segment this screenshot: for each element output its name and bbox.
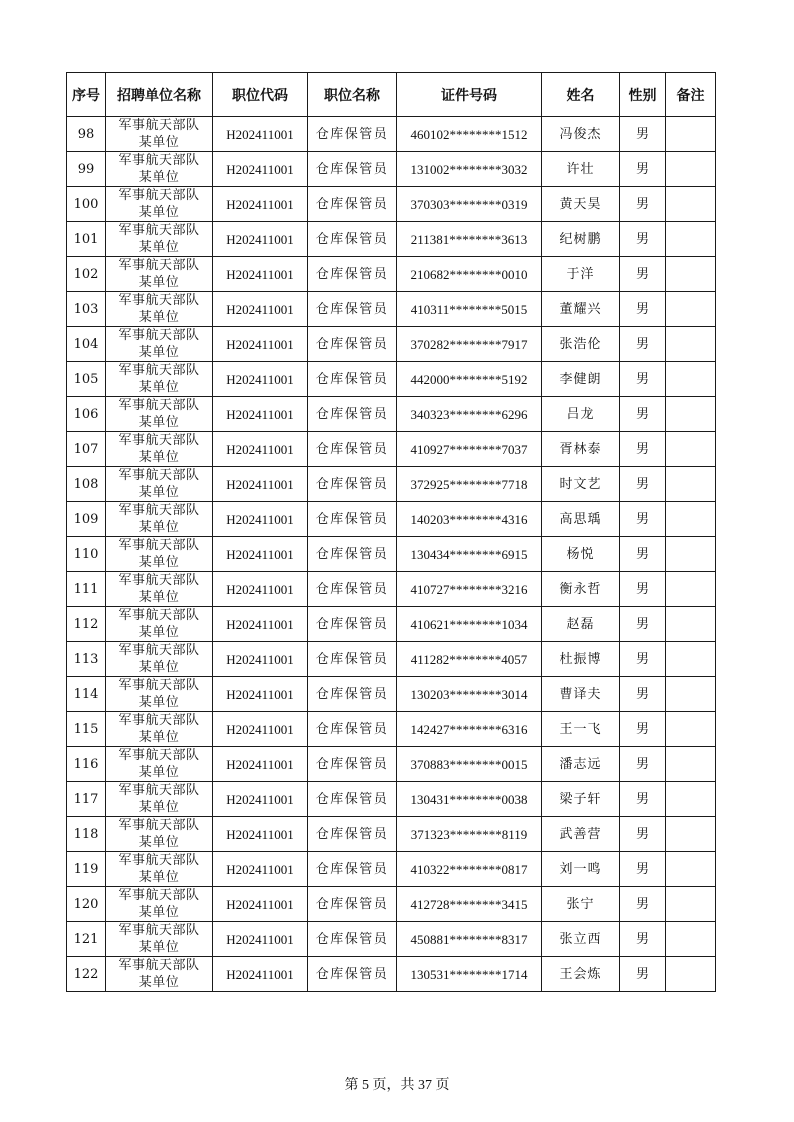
cell-position-code: H202411001 [213, 642, 308, 677]
table-row [67, 957, 716, 992]
cell-serial: 98 [67, 117, 106, 152]
cell-gender: 男 [620, 712, 666, 747]
table-row [67, 852, 716, 887]
cell-gender: 男 [620, 152, 666, 187]
cell-gender: 男 [620, 817, 666, 852]
cell-position-name: 仓库保管员 [308, 362, 397, 397]
cell-note [666, 257, 716, 292]
cell-serial: 108 [67, 467, 106, 502]
cell-serial: 112 [67, 607, 106, 642]
cell-unit: 军事航天部队 某单位 [106, 152, 213, 187]
cell-serial: 122 [67, 957, 106, 992]
cell-name: 武善营 [542, 817, 620, 852]
cell-serial: 102 [67, 257, 106, 292]
cell-note [666, 747, 716, 782]
cell-name: 张立西 [542, 922, 620, 957]
cell-position-code: H202411001 [213, 187, 308, 222]
cell-unit: 军事航天部队 某单位 [106, 117, 213, 152]
cell-unit: 军事航天部队 某单位 [106, 327, 213, 362]
cell-position-name: 仓库保管员 [308, 292, 397, 327]
cell-id-number: 131002********3032 [397, 152, 542, 187]
cell-serial: 104 [67, 327, 106, 362]
cell-id-number: 410727********3216 [397, 572, 542, 607]
cell-name: 胥林泰 [542, 432, 620, 467]
cell-position-name: 仓库保管员 [308, 852, 397, 887]
table-row [67, 187, 716, 222]
cell-gender: 男 [620, 502, 666, 537]
table-row [67, 537, 716, 572]
cell-gender: 男 [620, 362, 666, 397]
cell-unit: 军事航天部队 某单位 [106, 957, 213, 992]
cell-gender: 男 [620, 572, 666, 607]
cell-serial: 99 [67, 152, 106, 187]
table-row [67, 362, 716, 397]
cell-position-code: H202411001 [213, 922, 308, 957]
header-gender: 性别 [620, 73, 666, 117]
cell-gender: 男 [620, 782, 666, 817]
header-serial: 序号 [67, 73, 106, 117]
cell-position-name: 仓库保管员 [308, 922, 397, 957]
cell-serial: 110 [67, 537, 106, 572]
cell-serial: 118 [67, 817, 106, 852]
cell-position-code: H202411001 [213, 362, 308, 397]
cell-serial: 120 [67, 887, 106, 922]
cell-unit: 军事航天部队 某单位 [106, 502, 213, 537]
cell-position-name: 仓库保管员 [308, 397, 397, 432]
cell-unit: 军事航天部队 某单位 [106, 572, 213, 607]
cell-note [666, 362, 716, 397]
table-row [67, 642, 716, 677]
cell-name: 张宁 [542, 887, 620, 922]
cell-id-number: 450881********8317 [397, 922, 542, 957]
cell-name: 吕龙 [542, 397, 620, 432]
cell-position-code: H202411001 [213, 817, 308, 852]
cell-unit: 军事航天部队 某单位 [106, 257, 213, 292]
cell-position-code: H202411001 [213, 257, 308, 292]
cell-serial: 116 [67, 747, 106, 782]
table-row [67, 152, 716, 187]
cell-position-name: 仓库保管员 [308, 187, 397, 222]
cell-id-number: 410322********0817 [397, 852, 542, 887]
cell-id-number: 411282********4057 [397, 642, 542, 677]
table-row [67, 677, 716, 712]
cell-unit: 军事航天部队 某单位 [106, 747, 213, 782]
header-position-code: 职位代码 [213, 73, 308, 117]
table-header-row [67, 73, 716, 117]
cell-position-name: 仓库保管员 [308, 782, 397, 817]
cell-position-code: H202411001 [213, 327, 308, 362]
table-row [67, 817, 716, 852]
cell-unit: 军事航天部队 某单位 [106, 292, 213, 327]
cell-serial: 113 [67, 642, 106, 677]
cell-unit: 军事航天部队 某单位 [106, 852, 213, 887]
table-body [67, 117, 716, 992]
cell-gender: 男 [620, 327, 666, 362]
table-row [67, 432, 716, 467]
cell-name: 梁子轩 [542, 782, 620, 817]
cell-serial: 105 [67, 362, 106, 397]
cell-id-number: 130203********3014 [397, 677, 542, 712]
cell-position-code: H202411001 [213, 957, 308, 992]
cell-note [666, 957, 716, 992]
table-row [67, 292, 716, 327]
cell-position-code: H202411001 [213, 222, 308, 257]
cell-unit: 军事航天部队 某单位 [106, 887, 213, 922]
cell-position-name: 仓库保管员 [308, 642, 397, 677]
cell-name: 衡永哲 [542, 572, 620, 607]
cell-unit: 军事航天部队 某单位 [106, 922, 213, 957]
cell-serial: 109 [67, 502, 106, 537]
cell-position-code: H202411001 [213, 397, 308, 432]
cell-position-name: 仓库保管员 [308, 502, 397, 537]
cell-unit: 军事航天部队 某单位 [106, 187, 213, 222]
cell-position-name: 仓库保管员 [308, 957, 397, 992]
cell-position-name: 仓库保管员 [308, 712, 397, 747]
cell-note [666, 537, 716, 572]
cell-unit: 军事航天部队 某单位 [106, 677, 213, 712]
cell-position-name: 仓库保管员 [308, 677, 397, 712]
cell-serial: 103 [67, 292, 106, 327]
cell-unit: 军事航天部队 某单位 [106, 642, 213, 677]
cell-position-name: 仓库保管员 [308, 747, 397, 782]
cell-name: 纪树鹏 [542, 222, 620, 257]
table-row [67, 572, 716, 607]
cell-position-code: H202411001 [213, 607, 308, 642]
cell-serial: 121 [67, 922, 106, 957]
cell-serial: 107 [67, 432, 106, 467]
cell-id-number: 130434********6915 [397, 537, 542, 572]
cell-gender: 男 [620, 852, 666, 887]
cell-position-code: H202411001 [213, 537, 308, 572]
cell-serial: 101 [67, 222, 106, 257]
cell-name: 于洋 [542, 257, 620, 292]
cell-note [666, 852, 716, 887]
cell-id-number: 371323********8119 [397, 817, 542, 852]
table-row [67, 887, 716, 922]
cell-position-name: 仓库保管员 [308, 222, 397, 257]
cell-gender: 男 [620, 747, 666, 782]
cell-id-number: 211381********3613 [397, 222, 542, 257]
cell-note [666, 642, 716, 677]
cell-gender: 男 [620, 642, 666, 677]
cell-name: 赵磊 [542, 607, 620, 642]
header-id-number: 证件号码 [397, 73, 542, 117]
cell-position-code: H202411001 [213, 677, 308, 712]
cell-id-number: 372925********7718 [397, 467, 542, 502]
cell-unit: 军事航天部队 某单位 [106, 607, 213, 642]
roster-table [66, 72, 716, 992]
cell-name: 黄天昊 [542, 187, 620, 222]
cell-note [666, 572, 716, 607]
cell-name: 杨悦 [542, 537, 620, 572]
cell-gender: 男 [620, 222, 666, 257]
table-row [67, 397, 716, 432]
cell-unit: 军事航天部队 某单位 [106, 222, 213, 257]
cell-position-name: 仓库保管员 [308, 432, 397, 467]
cell-name: 曹译夫 [542, 677, 620, 712]
cell-serial: 100 [67, 187, 106, 222]
cell-note [666, 887, 716, 922]
cell-gender: 男 [620, 677, 666, 712]
cell-position-code: H202411001 [213, 747, 308, 782]
cell-name: 李健朗 [542, 362, 620, 397]
cell-note [666, 397, 716, 432]
cell-note [666, 817, 716, 852]
cell-id-number: 340323********6296 [397, 397, 542, 432]
cell-id-number: 410927********7037 [397, 432, 542, 467]
cell-id-number: 370303********0319 [397, 187, 542, 222]
cell-id-number: 442000********5192 [397, 362, 542, 397]
cell-id-number: 130531********1714 [397, 957, 542, 992]
cell-note [666, 187, 716, 222]
cell-position-name: 仓库保管员 [308, 817, 397, 852]
table-row [67, 222, 716, 257]
cell-position-code: H202411001 [213, 292, 308, 327]
cell-unit: 军事航天部队 某单位 [106, 362, 213, 397]
table-row [67, 782, 716, 817]
cell-id-number: 460102********1512 [397, 117, 542, 152]
cell-id-number: 370282********7917 [397, 327, 542, 362]
cell-serial: 117 [67, 782, 106, 817]
cell-position-code: H202411001 [213, 502, 308, 537]
cell-name: 王会炼 [542, 957, 620, 992]
table-row [67, 607, 716, 642]
cell-position-name: 仓库保管员 [308, 887, 397, 922]
cell-position-name: 仓库保管员 [308, 607, 397, 642]
cell-unit: 军事航天部队 某单位 [106, 432, 213, 467]
cell-id-number: 130431********0038 [397, 782, 542, 817]
cell-position-code: H202411001 [213, 152, 308, 187]
cell-id-number: 410311********5015 [397, 292, 542, 327]
cell-position-code: H202411001 [213, 572, 308, 607]
cell-position-name: 仓库保管员 [308, 117, 397, 152]
table-row [67, 327, 716, 362]
cell-gender: 男 [620, 397, 666, 432]
cell-gender: 男 [620, 432, 666, 467]
cell-id-number: 140203********4316 [397, 502, 542, 537]
cell-unit: 军事航天部队 某单位 [106, 817, 213, 852]
cell-gender: 男 [620, 537, 666, 572]
cell-id-number: 210682********0010 [397, 257, 542, 292]
cell-name: 时文艺 [542, 467, 620, 502]
cell-position-code: H202411001 [213, 432, 308, 467]
cell-note [666, 922, 716, 957]
cell-id-number: 412728********3415 [397, 887, 542, 922]
cell-position-code: H202411001 [213, 852, 308, 887]
cell-position-name: 仓库保管员 [308, 537, 397, 572]
cell-position-name: 仓库保管员 [308, 467, 397, 502]
cell-gender: 男 [620, 607, 666, 642]
table-row [67, 922, 716, 957]
cell-unit: 军事航天部队 某单位 [106, 467, 213, 502]
cell-position-code: H202411001 [213, 887, 308, 922]
cell-gender: 男 [620, 467, 666, 502]
cell-note [666, 152, 716, 187]
cell-name: 冯俊杰 [542, 117, 620, 152]
cell-note [666, 502, 716, 537]
table-row [67, 257, 716, 292]
cell-name: 刘一鸣 [542, 852, 620, 887]
page-footer: 第 5 页，共 37 页 [344, 1078, 450, 1093]
table-row [67, 117, 716, 152]
cell-unit: 军事航天部队 某单位 [106, 782, 213, 817]
cell-position-name: 仓库保管员 [308, 257, 397, 292]
cell-note [666, 327, 716, 362]
cell-gender: 男 [620, 257, 666, 292]
table-row [67, 712, 716, 747]
header-note: 备注 [666, 73, 716, 117]
header-unit: 招聘单位名称 [106, 73, 213, 117]
cell-note [666, 712, 716, 747]
cell-unit: 军事航天部队 某单位 [106, 397, 213, 432]
cell-note [666, 117, 716, 152]
cell-gender: 男 [620, 957, 666, 992]
cell-note [666, 432, 716, 467]
cell-serial: 119 [67, 852, 106, 887]
cell-gender: 男 [620, 887, 666, 922]
cell-name: 高思瑀 [542, 502, 620, 537]
table-row [67, 747, 716, 782]
cell-name: 董耀兴 [542, 292, 620, 327]
cell-serial: 111 [67, 572, 106, 607]
cell-id-number: 410621********1034 [397, 607, 542, 642]
cell-unit: 军事航天部队 某单位 [106, 712, 213, 747]
cell-position-code: H202411001 [213, 782, 308, 817]
cell-position-code: H202411001 [213, 117, 308, 152]
cell-position-code: H202411001 [213, 712, 308, 747]
cell-position-name: 仓库保管员 [308, 152, 397, 187]
cell-gender: 男 [620, 187, 666, 222]
cell-name: 杜振博 [542, 642, 620, 677]
cell-note [666, 677, 716, 712]
cell-id-number: 370883********0015 [397, 747, 542, 782]
cell-note [666, 607, 716, 642]
cell-name: 张浩伦 [542, 327, 620, 362]
cell-serial: 114 [67, 677, 106, 712]
cell-name: 许壮 [542, 152, 620, 187]
cell-position-name: 仓库保管员 [308, 327, 397, 362]
cell-note [666, 467, 716, 502]
cell-name: 王一飞 [542, 712, 620, 747]
table-row [67, 467, 716, 502]
cell-gender: 男 [620, 922, 666, 957]
cell-serial: 115 [67, 712, 106, 747]
cell-note [666, 222, 716, 257]
cell-id-number: 142427********6316 [397, 712, 542, 747]
table-row [67, 502, 716, 537]
cell-unit: 军事航天部队 某单位 [106, 537, 213, 572]
cell-gender: 男 [620, 117, 666, 152]
cell-note [666, 782, 716, 817]
cell-position-name: 仓库保管员 [308, 572, 397, 607]
cell-gender: 男 [620, 292, 666, 327]
cell-serial: 106 [67, 397, 106, 432]
cell-note [666, 292, 716, 327]
cell-name: 潘志远 [542, 747, 620, 782]
cell-position-code: H202411001 [213, 467, 308, 502]
header-name: 姓名 [542, 73, 620, 117]
header-position-name: 职位名称 [308, 73, 397, 117]
